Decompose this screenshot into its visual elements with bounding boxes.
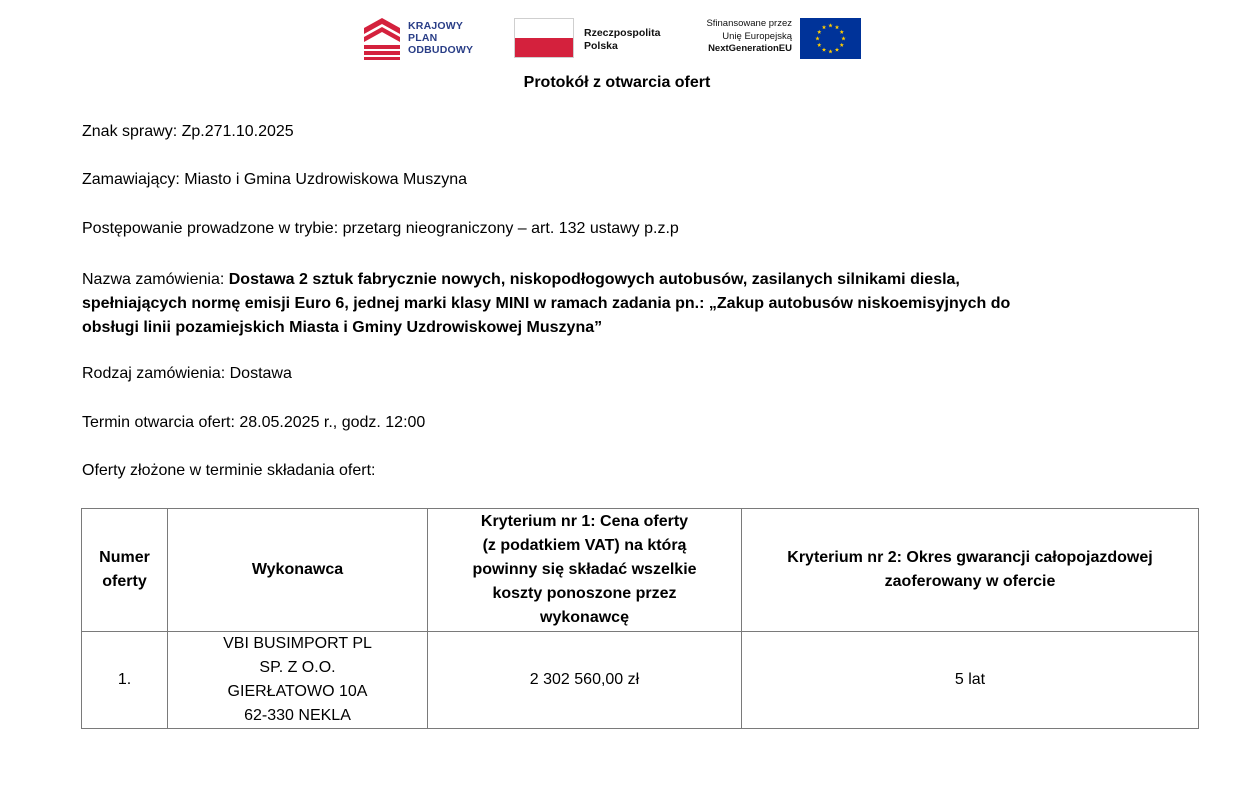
offers-table bbox=[81, 508, 1199, 729]
order-name-label: Nazwa zamówienia: bbox=[82, 271, 229, 288]
warranty-cell: 5 lat bbox=[742, 632, 1199, 729]
eu-star-icon bbox=[822, 47, 826, 51]
document-title: Protokół z otwarcia ofert bbox=[523, 74, 711, 91]
eu-star-icon bbox=[815, 36, 819, 40]
header-line: (z podatkiem VAT) na którą bbox=[482, 537, 687, 554]
table-header-row bbox=[82, 509, 1199, 632]
logo-bar bbox=[0, 14, 1240, 64]
header-contractor bbox=[168, 509, 428, 632]
eu-star-icon bbox=[841, 36, 845, 40]
eu-star-icon bbox=[835, 47, 839, 51]
opening-date: Termin otwarcia ofert: 28.05.2025 r., godz. 12:00 bbox=[82, 414, 426, 431]
header-line: koszty ponoszone przez bbox=[492, 585, 677, 602]
offers-intro: Oferty złożone w terminie składania ofert: bbox=[82, 462, 376, 479]
eu-flag-icon bbox=[800, 18, 861, 59]
kpo-line: KRAJOWY bbox=[408, 20, 464, 32]
header-criterion-price bbox=[428, 509, 742, 632]
header-line: oferty bbox=[102, 573, 147, 590]
eu-star-icon bbox=[835, 25, 839, 29]
header-line: Wykonawca bbox=[251, 561, 344, 578]
eu-star-icon bbox=[840, 30, 844, 34]
header-line: Numer bbox=[99, 549, 150, 566]
eu-star-icon bbox=[840, 43, 844, 47]
poland-logo-text bbox=[584, 27, 660, 53]
contractor-line: GIERŁATOWO 10A bbox=[227, 683, 368, 700]
order-name-line: spełniających normę emisji Euro 6, jednej marki klasy MINI w ramach zadania pn.: „Zakup autobusów niskoemisyjnych do bbox=[82, 295, 1011, 312]
case-number: Znak sprawy: Zp.271.10.2025 bbox=[82, 123, 294, 140]
eu-line: Sfinansowane przez bbox=[706, 18, 792, 29]
contracting-authority: Zamawiający: Miasto i Gmina Uzdrowiskowa Muszyna bbox=[82, 171, 467, 188]
kpo-logo-text bbox=[408, 20, 473, 56]
order-name-line: Dostawa 2 sztuk fabrycznie nowych, niskopodłogowych autobusów, zasilanych silnikami diesla, bbox=[228, 271, 960, 288]
contractor-line: VBI BUSIMPORT PL bbox=[223, 635, 372, 652]
order-name-line: obsługi linii pozamiejskich Miasta i Gminy Uzdrowiskowej Muszyna” bbox=[82, 319, 603, 336]
poland-line: Rzeczpospolita bbox=[584, 27, 661, 39]
order-type: Rodzaj zamówienia: Dostawa bbox=[82, 365, 292, 382]
header-criterion-warranty bbox=[742, 509, 1199, 632]
header-line: powinny się składać wszelkie bbox=[472, 561, 697, 578]
order-name bbox=[82, 268, 1182, 340]
header-line: wykonawcę bbox=[540, 609, 629, 626]
header-line: zaoferowany w ofercie bbox=[884, 573, 1056, 590]
poland-line: Polska bbox=[584, 40, 618, 52]
table-row bbox=[82, 632, 1199, 729]
eu-star-icon bbox=[828, 23, 832, 27]
eu-star-icon bbox=[822, 25, 826, 29]
header-line: Kryterium nr 1: Cena oferty bbox=[480, 513, 689, 530]
eu-line: NextGenerationEU bbox=[708, 43, 792, 54]
eu-star-icon bbox=[828, 49, 832, 53]
kpo-line: ODBUDOWY bbox=[408, 44, 474, 56]
kpo-line: PLAN bbox=[408, 32, 438, 44]
price-cell: 2 302 560,00 zł bbox=[428, 632, 742, 729]
contractor-line: 62-330 NEKLA bbox=[244, 707, 351, 724]
eu-star-icon bbox=[817, 30, 821, 34]
poland-flag-icon bbox=[514, 18, 574, 58]
eu-line: Unię Europejską bbox=[722, 30, 792, 42]
procedure-type: Postępowanie prowadzone w trybie: przetarg nieograniczony – art. 132 ustawy p.z.p bbox=[82, 220, 679, 237]
contractor-line: SP. Z O.O. bbox=[259, 659, 336, 676]
header-offer-number bbox=[82, 509, 168, 632]
eu-logo-text bbox=[680, 18, 792, 56]
kpo-emblem-icon bbox=[362, 18, 402, 60]
header-line: Kryterium nr 2: Okres gwarancji całopojazdowej bbox=[787, 549, 1153, 566]
offer-number-cell: 1. bbox=[82, 632, 168, 729]
contractor-cell bbox=[168, 632, 428, 729]
eu-star-icon bbox=[817, 43, 821, 47]
